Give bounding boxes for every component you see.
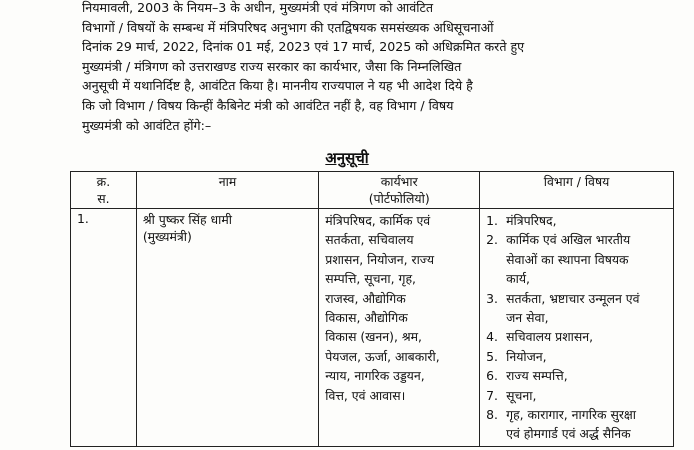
row-portfolio: [319, 209, 480, 447]
table-header-row: [71, 172, 674, 209]
intro-line: मुख्यमंत्री / मंत्रिगण को उत्तराखण्ड राज्य सरकार का कार्यभार, जैसा कि निम्नलिखित: [82, 58, 462, 74]
intro-line: नियमावली, 2003 के नियम–3 के अधीन, मुख्यमंत्री एवं मंत्रिगण को आवंटित: [82, 0, 434, 15]
header-serial-line2: स.: [97, 191, 110, 206]
list-item: 7. सूचना,: [486, 387, 537, 403]
header-department-text: विभाग / विषय: [543, 174, 610, 189]
minister-name: श्री पुष्कर सिंह धामी: [142, 212, 232, 227]
portfolio-line: सतर्कता, सचिवालय: [325, 232, 414, 248]
row-serial: 1.: [71, 209, 137, 447]
intro-line: दिनांक 29 मार्च, 2022, दिनांक 01 मई, 2023 एवं 17 मार्च, 2025 को अधिक्रमित करते हुए: [82, 39, 525, 55]
header-serial: [71, 172, 137, 209]
schedule-heading: [0, 148, 694, 168]
intro-line: विभागों / विषयों के सम्बन्ध में मंत्रिपरिषद अनुभाग की एतद्विषयक समसंख्यक अधिसूचनाओं: [82, 19, 494, 35]
minister-designation: (मुख्यमंत्री): [142, 229, 192, 244]
portfolio-line: राजस्व, औद्योगिक: [325, 290, 406, 306]
intro-paragraph: [82, 0, 664, 135]
intro-line: कि जो विभाग / विषय किन्हीं कैबिनेट मंत्री को आवंटित नहीं है, वह विभाग / विषय: [82, 97, 454, 113]
portfolio-line: न्याय, नागरिक उड्डयन,: [325, 368, 425, 384]
portfolio-line: विकास (खनन), श्रम,: [325, 329, 422, 345]
header-portfolio-line2: (पोर्टफोलियो): [368, 191, 430, 206]
list-item: 6. राज्य सम्पत्ति,: [486, 368, 568, 384]
header-portfolio-line1: कार्यभार: [380, 174, 418, 189]
list-item: 3. सतर्कता, भ्रष्टाचार उन्मूलन एवं जन सेवा,: [486, 290, 640, 326]
row-departments: [480, 209, 674, 447]
portfolio-line: पेयजल, ऊर्जा, आबकारी,: [325, 348, 440, 364]
portfolio-line: वित्त, एवं आवास।: [325, 387, 406, 403]
intro-line: अनुसूची में यथानिर्दिष्ट है, आवंटित किया है। माननीय राज्यपाल ने यह भी आदेश दिये है: [82, 78, 473, 94]
portfolio-line: मंत्रिपरिषद, कार्मिक एवं: [325, 213, 431, 228]
list-item: 4. सचिवालय प्रशासन,: [486, 329, 594, 345]
row-name: [136, 209, 318, 447]
header-department: [480, 172, 674, 209]
header-serial-line1: क्र.: [96, 174, 111, 189]
list-item: 2. कार्मिक एवं अखिल भारतीय सेवाओं का स्थापना विषयक कार्य,: [486, 232, 631, 287]
department-list: [486, 211, 667, 444]
schedule-heading-text: अनुसूची: [325, 149, 369, 167]
header-name-text: नाम: [218, 174, 237, 189]
portfolio-line: विकास, औद्योगिक: [325, 310, 408, 326]
portfolio-line: सम्पत्ति, सूचना, गृह,: [325, 271, 416, 287]
list-item: 5. नियोजन,: [486, 348, 547, 364]
portfolio-line: प्रशासन, नियोजन, राज्य: [325, 251, 435, 267]
list-item: 8. गृह, कारागार, नागरिक सुरक्षा एवं होमगार्ड एवं अर्द्ध सैनिक: [486, 407, 637, 442]
table-row: [71, 209, 674, 447]
header-name: [136, 172, 318, 209]
intro-line: मुख्यमंत्री को आवंटित होंगे:–: [82, 117, 212, 133]
schedule-table: [70, 171, 674, 447]
header-portfolio: [319, 172, 480, 209]
list-item: 1. मंत्रिपरिषद,: [486, 213, 557, 228]
